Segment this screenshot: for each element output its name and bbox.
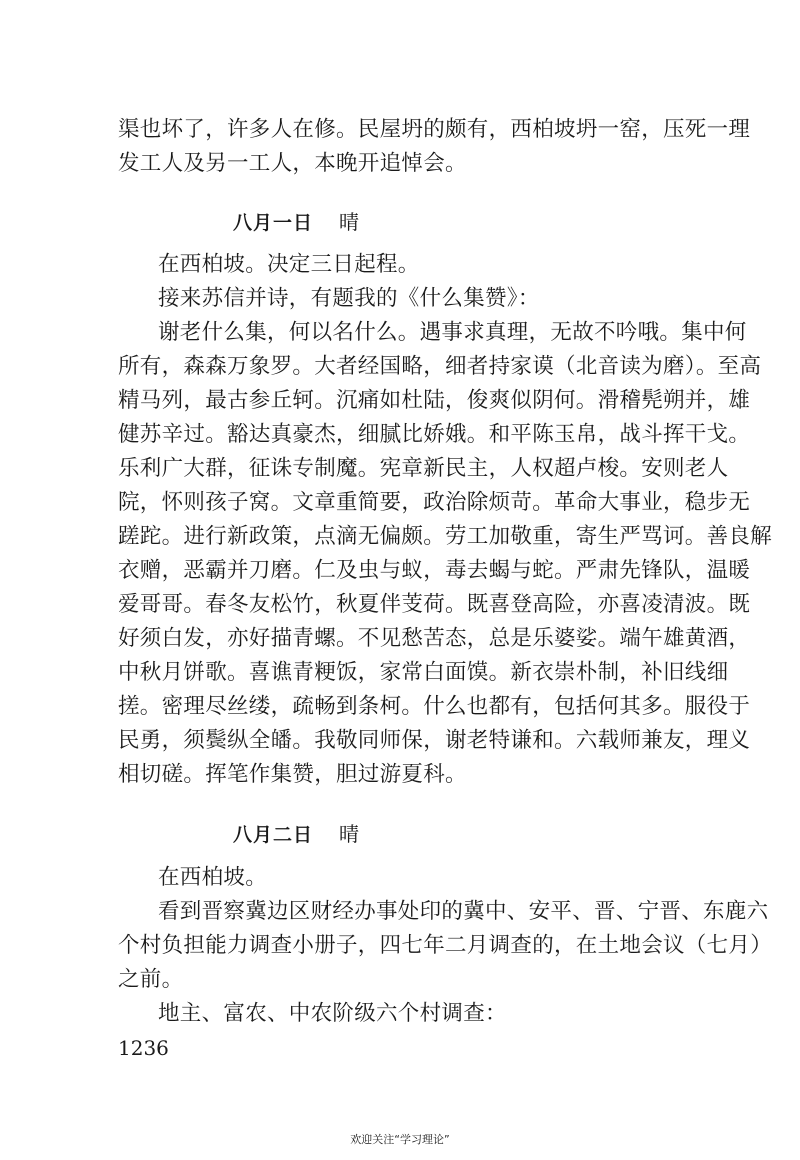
- entry-date: 八月一日: [233, 212, 314, 234]
- text-line: 接来苏信并诗，有题我的《什么集赞》：: [158, 286, 540, 311]
- text-line: 发工人及另一工人，本晚开追悼会。: [118, 151, 467, 176]
- text-line: 个村负担能力调查小册子，四七年二月调查的，在土地会议（七月）: [118, 933, 773, 958]
- text-line: 好须白发，亦好描青螺。不见愁苦态，总是乐婆娑。端午雄黄酒，: [118, 626, 751, 651]
- text-line: 搓。密理尽丝缕，疏畅到条柯。什么也都有，包括何其多。服役于: [118, 694, 751, 719]
- text-line: 所有，森森万象罗。大者经国略，细者持家谟（北音读为磨）。至高: [118, 354, 762, 379]
- footer-note: 欢迎关注“学习理论”: [350, 1133, 450, 1146]
- entry-weather: 晴: [339, 822, 361, 846]
- text-line: 乐利广大群，征诛专制魔。宪章新民主，人权超卢梭。安则老人: [118, 456, 729, 481]
- text-line: 之前。: [118, 967, 184, 992]
- text-line: 谢老什么集，何以名什么。遇事求真理，无故不吟哦。集中何: [158, 320, 747, 345]
- text-line: 在西柏坡。: [158, 865, 268, 890]
- text-line: 民勇，须鬓纵全皤。我敬同师保，谢老特谦和。六载师兼友，理义: [118, 728, 751, 753]
- text-line: 蹉跎。进行新政策，点滴无偏颇。劳工加敬重，寄生严骂诃。善良解: [118, 524, 773, 549]
- text-line: 中秋月饼歌。喜谯青粳饭，家常白面馍。新衣崇朴制，补旧线细: [118, 660, 729, 685]
- entry-weather: 晴: [339, 210, 361, 234]
- text-line: 看到晋察冀边区财经办事处印的冀中、安平、晋、宁晋、东鹿六: [158, 899, 769, 924]
- text-line: 地主、富农、中农阶级六个村调查：: [158, 1001, 507, 1026]
- text-line: 精马列，最古参丘轲。沉痛如杜陆，俊爽似阴何。滑稽髡朔并，雄: [118, 388, 751, 413]
- text-line: 相切磋。挥笔作集赞，胆过游夏科。: [118, 762, 467, 787]
- entry-date: 八月二日: [233, 824, 314, 846]
- text-line: 爱哥哥。春冬友松竹，秋夏伴芰荷。既喜登高险，亦喜凌清波。既: [118, 592, 751, 617]
- entry-date-heading: [233, 820, 360, 849]
- text-line: 健苏辛过。豁达真豪杰，细腻比娇娥。和平陈玉帛，战斗挥干戈。: [118, 422, 751, 447]
- text-line: 渠也坏了，许多人在修。民屋坍的颇有，西柏坡坍一窑，压死一理: [118, 117, 751, 142]
- text-line: 院，怀则孩子窝。文章重简要，政治除烦苛。革命大事业，稳步无: [118, 490, 751, 515]
- text-line: 衣赠，恶霸并刀磨。仁及虫与蚁，毒去蝎与蛇。严肃先锋队，温暖: [118, 558, 751, 583]
- entry-date-heading: [233, 208, 360, 237]
- page-number: 1236: [118, 1036, 169, 1060]
- text-line: 在西柏坡。决定三日起程。: [158, 252, 420, 277]
